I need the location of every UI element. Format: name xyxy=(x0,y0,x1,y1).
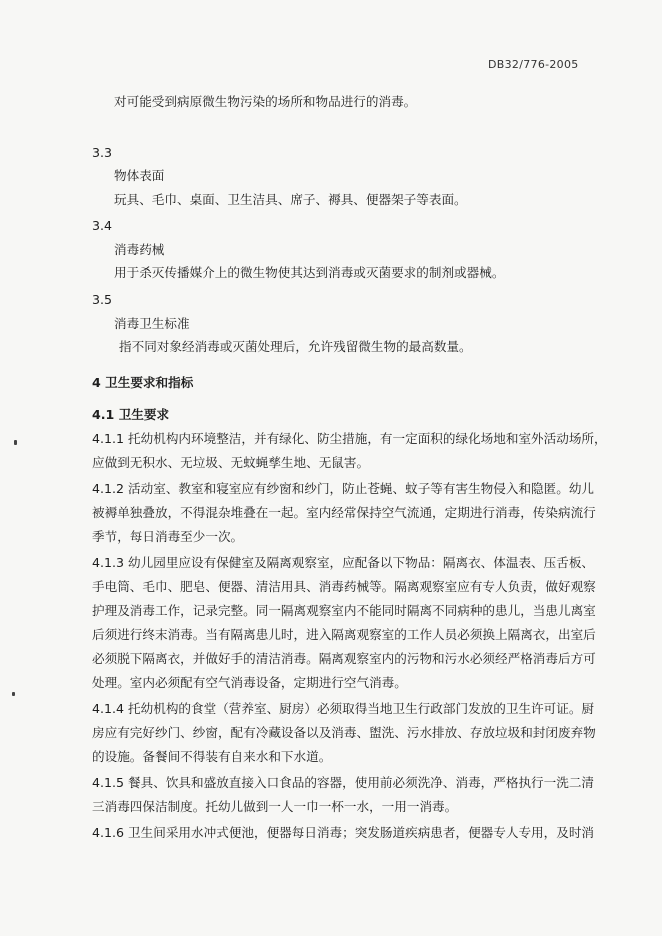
term-3-5: 消毒卫生标准 xyxy=(114,316,190,331)
paragraph-3-2-continuation: 对可能受到病原微生物污染的场所和物品进行的消毒。 xyxy=(114,94,417,109)
paragraph-4-1-2-line: 季节，每日消毒至少一次。 xyxy=(92,529,244,544)
paragraph-4-1-1-line: 4.1.1 托幼机构内环境整洁，并有绿化、防尘措施，有一定面积的绿化场地和室外活动场所， xyxy=(92,431,607,446)
paragraph-4-1-2-line: 被褥单独叠放，不得混杂堆叠在一起。室内经常保持空气流通，定期进行消毒，传染病流行 xyxy=(92,505,596,520)
paragraph-4-1-1-line: 应做到无积水、无垃圾、无蚊蝇孳生地、无鼠害。 xyxy=(92,455,370,470)
paragraph-4-1-3-line: 必须脱下隔离衣，并做好手的清洁消毒。隔离观察室内的污物和污水必须经严格消毒后方可 xyxy=(92,651,596,666)
term-3-4: 消毒药械 xyxy=(114,242,165,257)
definition-3-5: 指不同对象经消毒或灭菌处理后，允许残留微生物的最高数量。 xyxy=(119,339,472,354)
paragraph-4-1-3-line: 护理及消毒工作，记录完整。同一隔离观察室内不能同时隔离不同病种的患儿，当患儿离室 xyxy=(92,603,596,618)
scan-speck xyxy=(12,692,15,696)
paragraph-4-1-5-line: 4.1.5 餐具、饮具和盛放直接入口食品的容器，使用前必须洗净、消毒，严格执行一洗二清 xyxy=(92,775,595,790)
section-heading-4: 4 卫生要求和指标 xyxy=(92,375,194,390)
definition-3-4: 用于杀灭传播媒介上的微生物使其达到消毒或灭菌要求的制剂或器械。 xyxy=(114,265,505,280)
paragraph-4-1-6-line: 4.1.6 卫生间采用水冲式便池，便器每日消毒；突发肠道疾病患者，便器专人专用，及时消 xyxy=(92,825,595,840)
paragraph-4-1-4-line: 的设施。备餐间不得装有自来水和下水道。 xyxy=(92,749,332,764)
paragraph-4-1-3-line: 4.1.3 幼儿园里应设有保健室及隔离观察室，应配备以下物品：隔离衣、体温表、压舌板、 xyxy=(92,555,595,570)
doc-code: DB32/776-2005 xyxy=(488,58,579,71)
definition-3-3: 玩具、毛巾、桌面、卫生洁具、席子、褥具、便器架子等表面。 xyxy=(114,192,467,207)
paragraph-4-1-3-line: 手电筒、毛巾、肥皂、便器、清洁用具、消毒药械等。隔离观察室应有专人负责，做好观察 xyxy=(92,579,596,594)
paragraph-4-1-4-line: 4.1.4 托幼机构的食堂（营养室、厨房）必须取得当地卫生行政部门发放的卫生许可证。厨 xyxy=(92,701,595,716)
section-number-3-4: 3.4 xyxy=(92,218,113,233)
section-number-3-5: 3.5 xyxy=(92,292,113,307)
section-number-3-3: 3.3 xyxy=(92,145,113,160)
paragraph-4-1-3-line: 后须进行终末消毒。当有隔离患儿时，进入隔离观察室的工作人员必须换上隔离衣，出室后 xyxy=(92,627,596,642)
term-3-3: 物体表面 xyxy=(114,168,165,183)
paragraph-4-1-4-line: 房应有完好纱门、纱窗，配有冷藏设备以及消毒、盥洗、污水排放、存放垃圾和封闭废弃物 xyxy=(92,725,596,740)
paragraph-4-1-5-line: 三消毒四保洁制度。托幼儿做到一人一巾一杯一水，一用一消毒。 xyxy=(92,799,458,814)
scan-speck xyxy=(14,440,17,445)
section-heading-4-1: 4.1 卫生要求 xyxy=(92,407,170,422)
paragraph-4-1-3-line: 处理。室内必须配有空气消毒设备，定期进行空气消毒。 xyxy=(92,675,407,690)
paragraph-4-1-2-line: 4.1.2 活动室、教室和寝室应有纱窗和纱门，防止苍蝇、蚊子等有害生物侵入和隐匿。幼儿 xyxy=(92,481,595,496)
